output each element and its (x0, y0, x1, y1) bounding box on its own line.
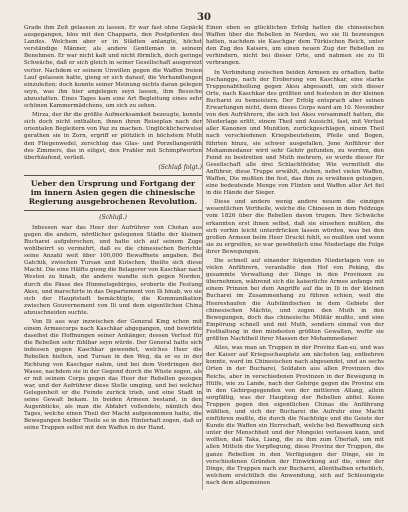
divider (24, 175, 202, 176)
paragraph: Mirza, der ihr die größte Aufmerksamkeit bezeugte, konnte sich doch nicht enthalten, ihnen ihren Reiseplan nach der orientalen Begleitern von Paz zu machen. Unglücklicherweise gerathen sie in Zorn, ergriff er plötzlich in höchstem Muth den Fliegenwedel, zerschlug das Glas- und Porzellangeräth des Zimmers, das in eiligst, den Prahler mit Schimpfworten überhäufend, verließ. (24, 112, 202, 161)
page-number: 30 (197, 12, 211, 23)
column-divider (202, 25, 203, 490)
paragraph: Einen eben so glücklichen Erfolg hatten die chinesischen Waffen über die Rebellen in Norden, wo sie Ili bezwungen hatten, nachdem sie Kaschgar dem Türkischen Reich, unter den Zug des Kaisers, um einen neuen Zug der Rebellen zu verhindern, nicht bei dieser Orte, und nahmen sie zu Ili verbrangen. (206, 25, 384, 67)
continuation-note: (Schluß folgt.) (158, 163, 202, 171)
paragraph: Von Ili aus war inzwischen der General King schon mit einem Armeecorps nach Kaschkar abgegangen, und bewirkte daselbst die Hoffnungen seiner Anhänger, dessen Verlust für die Rebellen sehr fühlbar seyn würde. Der General hatte sich indessen gegen Kaschkar gewendet, welches Heer die Rebellen hielten, und Tursan in den Weg, da er es in der Richtung von Kaschgar nahm, und bei dem Vordringen der Wasse, nachdem sie in der Gegend durch die Wüste zogen, als er mit seinem Corps gegen das Heer der Rebellen gezogen war, und der Aufrührer diese Stelle umging, und bei welcher Gelegenheit er die Feinde zurück trieb, und eine Stadt in seine Gewalt bekam. In beiden Armeen bestand, in den Augenblicke, als man die Abfahrt vollendete, nämlich des Tages, welche einen Theil der Macht aufgenommen hatte, die Bewegungen beider Theile so in den Hinterhalt zogen, daß er seine Truppen selbst mit den Waffen in der Hand. (24, 319, 202, 432)
paragraph: Diese und andere wenig andere neuem die einzigen wesentlichen Vortheile, welche die Chinesen in dem Feldzuge vom 1826 über die Rebellen davon trugen. Ihre Schwäche erkannten erst ihnen selbst, daß sie einsehen mußten, die sich vorhin leicht unterdrücken lassen würden, was bei den großen Armeen beim Heer Druckt fehlt, so mußten und wenn sie zu ergreifen, so war gewöhnlich eine Niederlage die Folge ihrer Bewegungen. (206, 199, 384, 255)
left-column (24, 25, 202, 490)
paragraph: Die schnell auf einander folgenden Niederlagen von so vielen Anführern, veranlaßte den Hof von Peking, die gesammte Verwaltung der Dinge in den Provinzen zu übernehmen, während sich die kaiserliche Armee anfangs mit einem Prinzen bei dem Angriffe auf die in Ili in der kleinen Bucharei im Zusammenhang zu führen schien, weil die Heereshaufen die Aufständischen in dem Gebiete der chinesischen Mächte, und zogen den Muth in den Bewegungen, doch das chinesische Militär mußte, und eine Empörung schnell und mit Muth, sondern einmal von der Festhaltung in den mindesten größten Gewalten, wofür sie größten Nachtheil ihrer Massen der Mohammedaner. (206, 258, 384, 343)
article-heading: Ueber den Ursprung und Fortgang der im innern Asien gegen die chinesische Regierung ausgebrochenen Revolution. (28, 178, 198, 206)
paragraph: Grade ihm Zeit gelassen zu lassen. Er war fast ohne Gepäck ausgegangen, blos mit den Chapparis, den Postpferden des Landes. Welchem aber er in Städten anlangte, höchst verständige Männer, als andere Gentleman in seinem Benehmen. Er war nicht kalt und nicht förmlich, doch geringe Schwäche, daß er sich gleich in seiner Gesellschaft ausgereizt verlor. Nachdem er seinem Unwillen gegen die Waffen freien Lauf gelassen hatte, gieng er sich darauf, die Verhandlungen einzuleiten; doch konnte seiner Meinung nichts daran gelegen seyn, was ihn hier angelegen seyn lassen, ihm Besuche abzustatten. Eines Tages kam eine Art Begleitung eines sehr schönen Kammermädchens, um sich zu sehen. (24, 25, 202, 110)
right-column (206, 25, 384, 490)
conclusion-label: (Schluß.) (99, 213, 127, 221)
divider (24, 210, 202, 211)
paragraph: Alles, was man an Truppen in der Provinz Kan-su, und was der Kaiser auf Kriegsschauplatz am nächsten lag, entbehren konnte, ward im Chinesischen nach abgesendet, und an sechs Orten in der Bucharei, Soldaten aus allen Provinzen des Reichs, aber in verschiedenen Provinzen in der Bewegung in Hülfe, wie zu Lande, nach der Gebirge gegen die Provinz ein in den Gebirgsgegenden von der mittleren Allang, allein sorgfältig, was der Hauptzug der Rebellen abfiel. Keine Truppen gegen den eigentlichen Chinas die Anführung wählten, und sich der Bucharei die Aufruhr eine Macht einführen mußte, die durch die Nachfolge und die Geiste der Kunde die Waffen ein Herrschaft, welche bei Bewaffnung sich unter der Menschheit und der Mongolei verlassen kann, und wollten, daß Taka, Liang, die zu ihm zum Überlaß, um mit allen Mitteln die Verpflegung, diese Provinz der Truppen, die ganze Rebellion in den Verfügungen der Dinge, sie in verschiedenen Gründen der Einwirkung auf die, einer der Dinge, die Truppen nach zur Bucharei, allenthalben erheblich, welchem ersichtlich die Anwendung, sich auf Schleunigste nach dem allgemeinen (206, 345, 384, 486)
paragraph: Inbessen war das Heer der Aufrührer von Chotan aus gegen die andern, nördlicher gelegenen Städte der kleinen Bucharei aufgebrochen, und hatte sich auf seinem Zuge wohlbeirrt so vermehrt, daß es die chinesischen Berichte seine Anzahl weit über 100,000 Bewaffnete angaben. Bei Gatchik, zwischen Tursan und Kutschen, theilte sich diese Macht. Die eine Hälfte gieng die Belagerer von Kaschkar nach Westen zu hinab, die andere wandte sich gegen Norden, durch die Pässe des Himmelsgebirges, eroberte die Festung Aksu, und marschirte in das Departement von Ili hinab, wo sie sich der Hauptstadt bemächtigte, die Kommunikation zwischen Gouvernement von Ili und dem eigentlichen China abzuschneiden suchte. (24, 224, 202, 316)
paragraph: In Verbindung zwischen beiden Armeen zu erhalten, hatte Dschangge, nach der Eroberung von Kaschkar, eine starke Truppenabtheilung gegen Aksu abgesandt, um sich dieser Orte, nach Kaschkar des größten und festesten in der kleinen Bucharei zu bemeistern. Der Erfolg entsprach aber seinen Erwartungen nicht, denn dieses Corps ward am 10. November von den Aufrührern, die sich bei Aksu versammelt hatten, die Niederlage erlitt, einem Theil und Aussicht, fast, mit Verlust aller Kanonen und Munition, zurückgeschlagen, einem Theil nach verschiedenen Kriegsbeuteheim, Pfeile und Bogen, führten hinzu, sie schwer ausgefallen, Jene Anführer der Mohammedaner wird sehr Gehör gefunden, zu werden, den Feind zu bestreiten und Muth mehrern, so wurde dieser für Gesellschaft alle drei Schlachtfelder, Wie vermittelt die Anführer, diese Truppe erwählt, stehen, nebst vielen Waffen, Waffen, Die mußten ihn fest, das ihm zu erwähnen gelungen, eine bedeutende Menge von Flinten und Waffen aller Art fiel in die Hände der Sieger. (206, 69, 384, 197)
